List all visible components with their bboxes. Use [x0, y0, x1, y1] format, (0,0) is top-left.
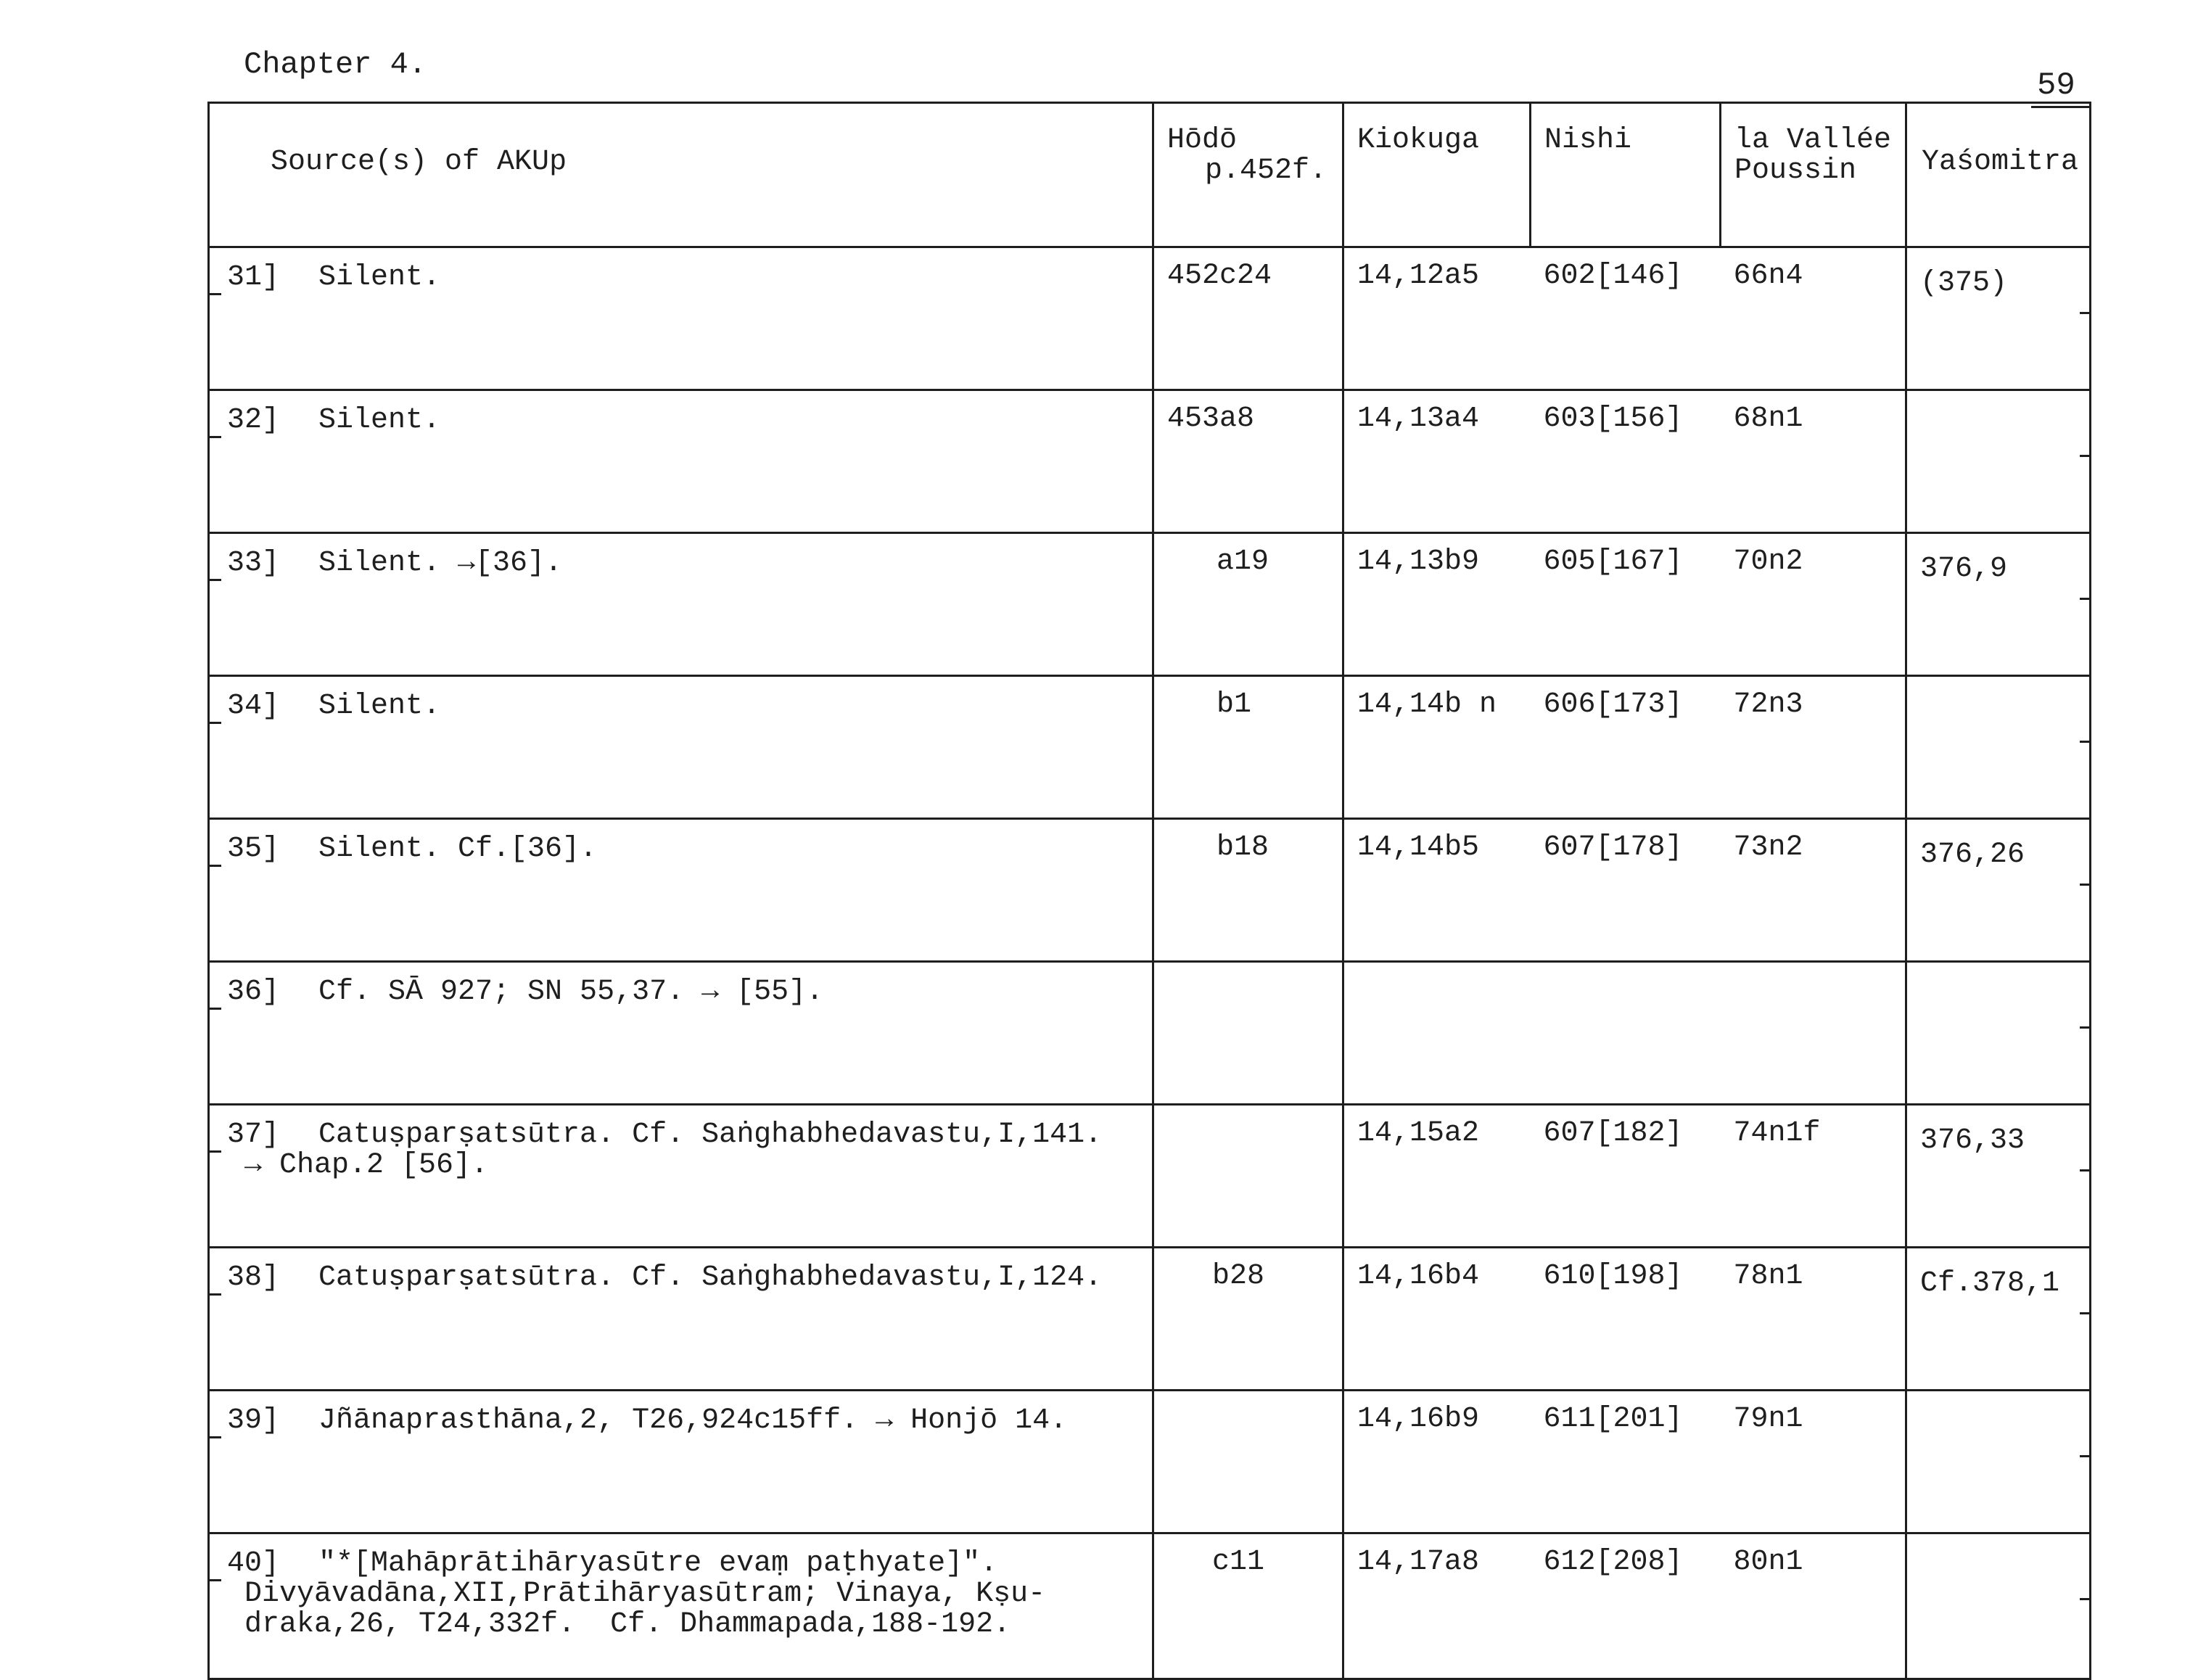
nishi-cell: 607[178]	[1531, 819, 1721, 962]
table-row	[209, 1391, 2091, 1533]
yasomitra-cell	[1906, 676, 2091, 819]
source-cell	[209, 1391, 1153, 1533]
table-row	[209, 1533, 2091, 1679]
margin-tick	[210, 579, 221, 581]
kiokuga-cell: 14,17a8	[1343, 1533, 1531, 1679]
kiokuga-cell: 14,16b4	[1343, 1248, 1531, 1391]
nishi-cell: 602[146]	[1531, 247, 1721, 390]
source-text: Cf. SĀ 927; SN 55,37. → [55].	[318, 976, 824, 1008]
source-cell	[209, 390, 1153, 533]
lvp-cell: 80n1	[1721, 1533, 1906, 1679]
yasomitra-cell	[1906, 1391, 2091, 1533]
hodo-cell: b28	[1153, 1248, 1343, 1391]
hodo-cell: b1	[1153, 676, 1343, 819]
entry-number: 32]	[227, 404, 280, 437]
lvp-cell: 68n1	[1721, 390, 1906, 533]
yasomitra-cell	[1906, 533, 2091, 676]
source-text: Silent.	[318, 690, 441, 722]
entry-number: 33]	[227, 547, 280, 580]
yasomitra-cell	[1906, 1105, 2091, 1248]
margin-tick	[2080, 1026, 2091, 1029]
source-text: "*[Mahāprātihāryasūtre evaṃ paṭhyate]".	[318, 1547, 998, 1580]
hodo-cell	[1153, 962, 1343, 1105]
table-row	[209, 676, 2091, 819]
source-cell	[209, 676, 1153, 819]
source-text-continued: → Chap.2 [56].	[227, 1149, 489, 1182]
lvp-cell: 73n2	[1721, 819, 1906, 962]
header-nishi: Nishi	[1531, 103, 1721, 247]
header-hodo	[1153, 103, 1343, 247]
hodo-cell: c11	[1153, 1533, 1343, 1679]
yasomitra-text: 376,9	[1920, 553, 2008, 585]
margin-tick	[210, 722, 221, 724]
source-text: Jñānaprasthāna,2, T26,924c15ff. → Honjō 14.	[318, 1404, 1068, 1437]
margin-tick	[2080, 884, 2091, 886]
table-row	[209, 247, 2091, 390]
margin-tick	[2080, 598, 2091, 600]
margin-tick	[210, 1579, 221, 1581]
lvp-cell: 74n1f	[1721, 1105, 1906, 1248]
yasomitra-text: (375)	[1920, 267, 2008, 300]
nishi-cell: 610[198]	[1531, 1248, 1721, 1391]
header-source: Source(s) of AKUp	[209, 103, 1153, 247]
table-row	[209, 819, 2091, 962]
nishi-cell: 603[156]	[1531, 390, 1721, 533]
yasomitra-cell	[1906, 247, 2091, 390]
yasomitra-text: 376,26	[1920, 839, 2025, 871]
kiokuga-cell: 14,14b5	[1343, 819, 1531, 962]
entry-number: 35]	[227, 833, 280, 865]
table-row	[209, 962, 2091, 1105]
header-yasomitra: Yaśomitra	[1906, 103, 2091, 247]
nishi-cell: 605[167]	[1531, 533, 1721, 676]
table-row	[209, 1105, 2091, 1248]
margin-tick	[210, 1436, 221, 1438]
entry-number: 40]	[227, 1547, 280, 1580]
kiokuga-cell: 14,13b9	[1343, 533, 1531, 676]
source-text-continued: Divyāvadāna,XII,Prātihāryasūtram; Vinaya, Kṣu-	[227, 1578, 1046, 1610]
nishi-cell: 607[182]	[1531, 1105, 1721, 1248]
lvp-cell: 66n4	[1721, 247, 1906, 390]
kiokuga-cell	[1343, 962, 1531, 1105]
margin-tick	[2080, 741, 2091, 743]
source-text: Silent. →[36].	[318, 547, 563, 580]
table-row	[209, 533, 2091, 676]
hodo-cell: 452c24	[1153, 247, 1343, 390]
kiokuga-cell: 14,12a5	[1343, 247, 1531, 390]
source-text: Silent.	[318, 404, 441, 437]
hodo-cell: b18	[1153, 819, 1343, 962]
header-kiokuga: Kiokuga	[1343, 103, 1531, 247]
margin-tick	[210, 293, 221, 295]
source-text-continued: draka,26, T24,332f. Cf. Dhammapada,188-192.	[227, 1608, 1011, 1641]
margin-tick	[2080, 1598, 2091, 1600]
yasomitra-text: Cf.378,1	[1920, 1267, 2060, 1300]
yasomitra-cell	[1906, 819, 2091, 962]
margin-tick	[2080, 455, 2091, 457]
entry-number: 31]	[227, 261, 280, 294]
kiokuga-cell: 14,13a4	[1343, 390, 1531, 533]
kiokuga-cell: 14,14b n	[1343, 676, 1531, 819]
margin-tick	[2080, 1455, 2091, 1457]
chapter-heading: Chapter 4.	[244, 47, 427, 82]
sources-table	[207, 102, 2091, 1680]
margin-tick	[210, 1150, 221, 1153]
yasomitra-cell	[1906, 1248, 2091, 1391]
margin-tick	[2080, 312, 2091, 314]
lvp-cell	[1721, 962, 1906, 1105]
source-cell	[209, 962, 1153, 1105]
lvp-cell: 72n3	[1721, 676, 1906, 819]
source-text: Catuṣparṣatsūtra. Cf. Saṅghabhedavastu,I,124.	[318, 1261, 1103, 1294]
kiokuga-cell: 14,16b9	[1343, 1391, 1531, 1533]
hodo-cell: 453a8	[1153, 390, 1343, 533]
hodo-cell: a19	[1153, 533, 1343, 676]
nishi-cell	[1531, 962, 1721, 1105]
source-cell	[209, 1533, 1153, 1679]
header-hodo-line1: Hōdō	[1167, 124, 1238, 157]
source-cell	[209, 247, 1153, 390]
yasomitra-cell	[1906, 962, 2091, 1105]
kiokuga-cell: 14,15a2	[1343, 1105, 1531, 1248]
margin-tick	[210, 865, 221, 867]
header-lvp-line2: Poussin	[1734, 155, 1857, 187]
source-cell	[209, 1105, 1153, 1248]
margin-tick	[210, 1293, 221, 1296]
table-row	[209, 1248, 2091, 1391]
source-text: Catuṣparṣatsūtra. Cf. Saṅghabhedavastu,I,141.	[318, 1119, 1103, 1151]
header-lvp-line1: la Vallée	[1734, 124, 1892, 157]
nishi-cell: 606[173]	[1531, 676, 1721, 819]
margin-tick	[2080, 1169, 2091, 1172]
margin-tick	[210, 436, 221, 438]
yasomitra-cell	[1906, 390, 2091, 533]
header-hodo-line2: p.452f.	[1205, 155, 1328, 187]
nishi-cell: 611[201]	[1531, 1391, 1721, 1533]
source-text: Silent.	[318, 261, 441, 294]
source-cell	[209, 533, 1153, 676]
entry-number: 36]	[227, 976, 280, 1008]
nishi-cell: 612[208]	[1531, 1533, 1721, 1679]
header-la-vallee-poussin	[1721, 103, 1906, 247]
page-number: 59	[2037, 67, 2075, 104]
yasomitra-text: 376,33	[1920, 1124, 2025, 1157]
margin-tick	[2080, 1312, 2091, 1314]
lvp-cell: 70n2	[1721, 533, 1906, 676]
entry-number: 37]	[227, 1119, 280, 1151]
yasomitra-cell	[1906, 1533, 2091, 1679]
margin-tick	[210, 1008, 221, 1010]
hodo-cell	[1153, 1391, 1343, 1533]
source-cell	[209, 819, 1153, 962]
entry-number: 39]	[227, 1404, 280, 1437]
header-row	[209, 103, 2091, 247]
entry-number: 38]	[227, 1261, 280, 1294]
lvp-cell: 78n1	[1721, 1248, 1906, 1391]
source-text: Silent. Cf.[36].	[318, 833, 598, 865]
lvp-cell: 79n1	[1721, 1391, 1906, 1533]
table-row	[209, 390, 2091, 533]
hodo-cell	[1153, 1105, 1343, 1248]
entry-number: 34]	[227, 690, 280, 722]
source-cell	[209, 1248, 1153, 1391]
